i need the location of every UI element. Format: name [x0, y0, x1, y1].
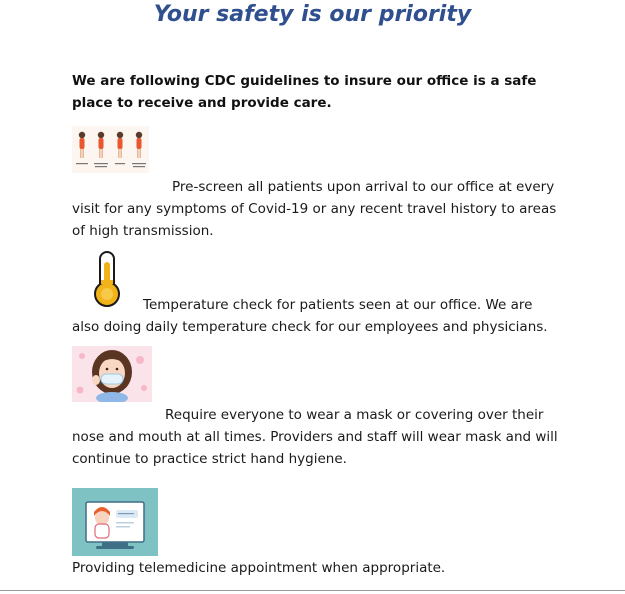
mask-paragraph — [72, 404, 560, 470]
telemedicine-paragraph — [72, 557, 560, 579]
telemedicine-computer-icon — [72, 488, 158, 556]
prescreen-text: Pre-screen all patients upon arrival to our office at every visit for any symptoms of Covid-19 or any recent travel history to areas of high transmission. — [72, 179, 557, 239]
mask-text: Require everyone to wear a mask or covering over their nose and mouth at all times. Providers and staff will wear mask and will continue to practice strict hand hygiene. — [72, 407, 558, 467]
bottom-divider — [0, 590, 625, 591]
prescreen-paragraph — [72, 176, 560, 242]
telemedicine-text: Providing telemedicine appointment when appropriate. — [72, 560, 446, 576]
temperature-text: Temperature check for patients seen at our office. We are also doing daily temperature check for our employees and physicians. — [72, 297, 548, 335]
intro-text: We are following CDC guidelines to insure our office is a safe place to receive and provide care. — [72, 73, 537, 111]
page-title: Your safety is our priority — [153, 2, 472, 27]
symptoms-illustration-icon — [72, 126, 149, 173]
mask-wearing-woman-icon — [72, 346, 152, 402]
temperature-paragraph — [72, 294, 560, 338]
